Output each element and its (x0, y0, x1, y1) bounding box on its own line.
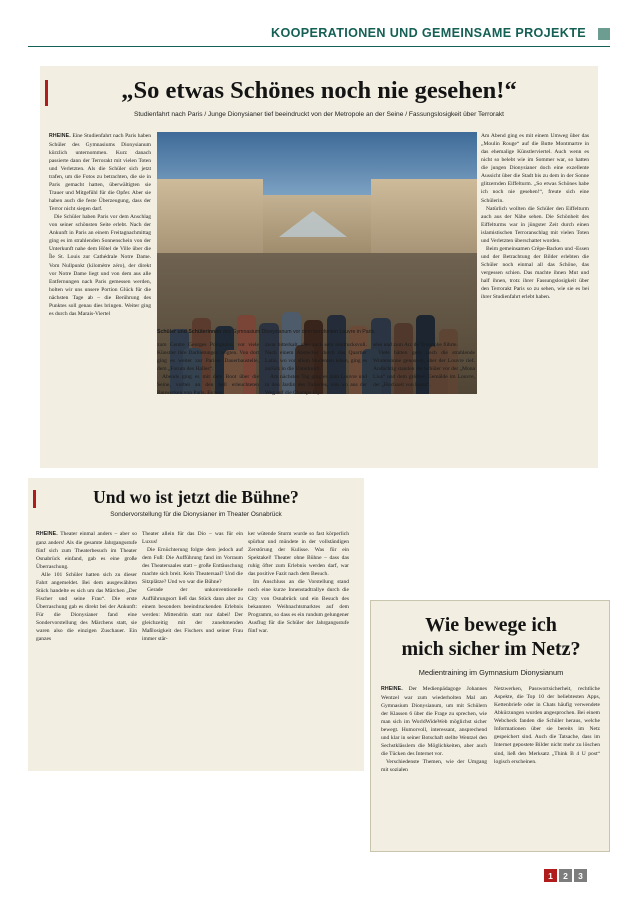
article-paris-subhead: Studienfahrt nach Paris / Junge Dionysianer tief beeindruckt von der Metropole an der Seine / Fassungslosigkeit über Terrorakt (133, 111, 505, 118)
photo-louvre-pyramid (279, 211, 347, 237)
paragraph: Am Abend ging es mit einem Umweg über das „Moulin Rouge“ auf die Butte Montmartre in das ehemalige Künstlerviertel. Auch wenn es nicht so belebt wie im Sommer war, so hatten die jungen Dionysianer doch eine exzellente Aussicht über die Stadt bis zu dem in der Sonne glitzernden Eiffelturm. „So etwas Schönes habe ich noch nie gesehen!“, freute sich eine Schülerin. (481, 133, 589, 204)
paragraph: Gerade der unkonventionelle Aufführungsort ließ das Stück dann aber zu einem besonders beeindruckenden Erlebnis werden: Mittendrin statt nur dabei! Der gleichzeitig mit der zunehmenden Maßlosigkeit des Fischers und seiner Frau immer stär- (142, 587, 243, 642)
article-paris-column-3 (265, 341, 367, 459)
article-paris-headline: „So etwas Schönes noch nie gesehen!“ (121, 77, 517, 104)
running-head-square-icon (598, 28, 610, 40)
page-number-1[interactable]: 1 (544, 869, 557, 882)
page-number-group (544, 869, 587, 882)
paragraph: zum Centre Georges Pompidou, vor viele Künstler ihre Darbietungen zeigten. Von dort ging es weiter zur Pariser Dauerbaustelle, dem „Forum des Halles“. (157, 342, 259, 373)
running-head-title: KOOPERATIONEN UND GEMEINSAME PROJEKTE (271, 26, 586, 40)
running-head-rule (28, 46, 610, 47)
article-paris-column-2 (157, 341, 259, 459)
paragraph: Alle 101 Schüler hatten sich zu dieser Fahrt angemeldet. Bei dem ausgewählten Stück handelte es sich um das Märchen „Der Fischer und seine Frau“. Die erste Überraschung gab es direkt bei der Ankunft: Für die Dionysianer fand eine Sondervorstellung des Märchens statt, sie waren also die einzigen Zuschauer. Ein ganzes (36, 571, 137, 643)
article-paris-column-1 (49, 132, 151, 458)
article-paris-column-4 (373, 341, 475, 459)
article-paris-dateline: RHEINE. (49, 133, 71, 139)
article-netz-headline-line1: Wie bewege ich (425, 614, 557, 636)
article-netz (370, 600, 610, 852)
article-netz-dateline: RHEINE. (381, 686, 403, 692)
paragraph: Im Anschluss an die Vorstellung stand noch eine kurze Innenstadtrallye durch die City von Osnabrück und ein Besuch des bekannten Weihnachtsmarktes auf dem Programm, so dass es ein rundum gelungener Ausflug für die Schüler der Jahrgangsstufe fünf war. (248, 579, 349, 634)
paragraph: Theater allein für das Dio – was für ein Luxus! (142, 531, 243, 546)
article-paris-red-marker (45, 80, 48, 106)
article-paris-caption (157, 329, 376, 335)
paragraph: Die Schüler haben Paris vor dem Anschlag von seiner schönsten Seite erlebt. Nach der Ankunft in Paris an einem Freitagnachmittag ging es im strahlenden Sonnenschein von der Unterkunft nahe dem Hôtel de Ville über die Île St. Louis zur Cathédrale Notre Dame. Vom Nullpunkt (kilomètre zéro), der direkt vor Notre Dame liegt und von dem aus alle Entfernungen nach Paris gemessen werden, holten wir uns unsere Portion Glück für die nächsten Tage ab – die Berührung des Punktes soll genau dies bringen. Weiter ging es durch das Marais-Viertel (49, 214, 151, 317)
paragraph: Die Ernüchterung folgte dem jedoch auf dem Fuß: Die Aufführung fand im Vorraum des Theatersaales statt – große Enttäuschung machte sich breit. Kein Theatersaal? Und die Sitzplätze? Und wo war die Bühne? (142, 547, 243, 586)
paragraph: Viele hätten gern noch die strahlende Wintersonne genossen, aber der Louvre rief. Andächtig standen die Schüler vor der „Mona Lisa“ und dem größten Gemälde im Louvre, der „Hochzeit von Kana“. (373, 350, 475, 389)
article-buehne-column-3 (248, 530, 349, 758)
article-buehne (28, 478, 364, 771)
paragraph: ker wütende Sturm wurde so fast körperlich spürbar und mündete in der vollständigen Zerstörung der Kulisse. Was für ein Spektakel! Theater ohne Bühne – dass das ruhig öfter zum Erlebnis werden darf, war das positive Fazit nach dem Besuch. (248, 531, 349, 578)
article-netz-column-1 (381, 685, 487, 845)
paragraph: Netzwerken, Passwortsicherheit, rechtliche Aspekte, die Top 10 der beliebtesten Apps, Kettenbriefe oder in Chats häufig verwendete Abkürzungen wurden angesprochen. Bei einem Webcheck fanden die Schüler heraus, welche Informationen über sie bereits im Netz gespeichert sind. Auch die Tatsache, dass im Internet gepostete Bilder nicht mehr zu löschen sind, ließ den Merksatz „Think B 4 U post“ logisch erscheinen. (494, 686, 600, 765)
paragraph: Beim gemeinsamen Crêpe-Backen und -Essen und der Betrachtung der Bilder erlebten die Schüler noch einmal all das Schöne, das vergessen schien. Das machte ihnen Mut und half ihnen, trotz ihrer Fassungslosigkeit über den Terrorakt Paris so zu sehen, wie sie es bei ihrer Studienfahrt erlebt haben. (481, 245, 589, 301)
paragraph: Eine Studienfahrt nach Paris haben Schüler des Gymnasiums Dionysianum kürzlich unternommen. Kurz danach passierte dann der Terrorakt mit vielen Toten und Verletzten. Als die Schüler sich jetzt trafen, um die Fotos zu betrachten, die sie in Paris gemacht hatten, überwältigten sie Trauer und Mitgefühl für die Opfer. Aber sie haben auch die feste Überzeugung, dass der Terror nicht siegen darf. (49, 133, 151, 213)
article-paris (40, 66, 598, 468)
paragraph: zwar bitterkalt, aber auch sehr eindrucksvoll. Nach einem Abstecher durch das Quartier Latin, wo vor allem Studenten leben, ging es zurück in die Unterkunft. (265, 342, 367, 373)
running-head (28, 26, 610, 54)
article-buehne-dateline: RHEINE. (36, 531, 58, 537)
article-netz-headline-line2: mich sicher im Netz? (401, 638, 581, 660)
paragraph: sées und zum Arc de Triomphe führte. (373, 342, 458, 348)
article-netz-column-2 (494, 685, 600, 845)
article-paris-column-5 (481, 132, 589, 458)
article-buehne-subhead: Sondervorstellung für die Dionysianer im Theater Osnabrück (110, 511, 282, 518)
article-netz-subhead: Medientraining im Gymnasium Dionysianum (418, 668, 564, 677)
article-buehne-headline: Und wo ist jetzt die Bühne? (93, 487, 299, 507)
paragraph: Abends ging es mit dem Boot über die Seine, vorbei an den hell erleuchteten Bauwerken von Paris. Es war (157, 374, 259, 397)
caption-lead: Schüler und Schülerinnen (157, 329, 222, 335)
paragraph: Theater einmal anders – aber so ganz anders! Als die gesamte Jahrgangsstufe fünf sich zum Theaterbesuch im Theater Osnabrück einfand, gab es eine große Überraschung. (36, 531, 137, 570)
paragraph: Verschiedenste Themen, wie der Umgang mit sozialen (381, 759, 487, 774)
page-number-3[interactable]: 3 (574, 869, 587, 882)
caption-rest: des Gymnasium Dionysianum vor dem berühmten Louvre in Paris. (221, 329, 376, 335)
article-buehne-column-1 (36, 530, 137, 758)
article-buehne-column-2 (142, 530, 243, 758)
paragraph: Natürlich wollten die Schüler den Eiffelturm auch aus der Nähe sehen. Die Schönheit des Eiffelturms war in jüngster Zeit durch einen islamistischen Terroranschlag mit vielen Toten und Verletzten überschattet worden. (481, 205, 589, 244)
paragraph: Der Medienpädagoge Johannes Wentzel war zum wiederholten Mal am Gymnasium Dionysianum, um mit Schülern der Klassen 6 über die Frage zu sprechen, wie man sich im WorldWideWeb möglichst sicher bewegt. Humorvoll, interessant, ansprechend und klar in seiner Botschaft stellte Wentzel den Sechstklässlern die Möglichkeiten, aber auch die Tücken des Internet vor. (381, 686, 487, 757)
page-number-2[interactable]: 2 (559, 869, 572, 882)
paragraph: Am nächsten Tag ging es zum Louvre und in den Jardin des Tuileries, von wo aus der Weg auf die Champs Ely- (265, 374, 367, 397)
